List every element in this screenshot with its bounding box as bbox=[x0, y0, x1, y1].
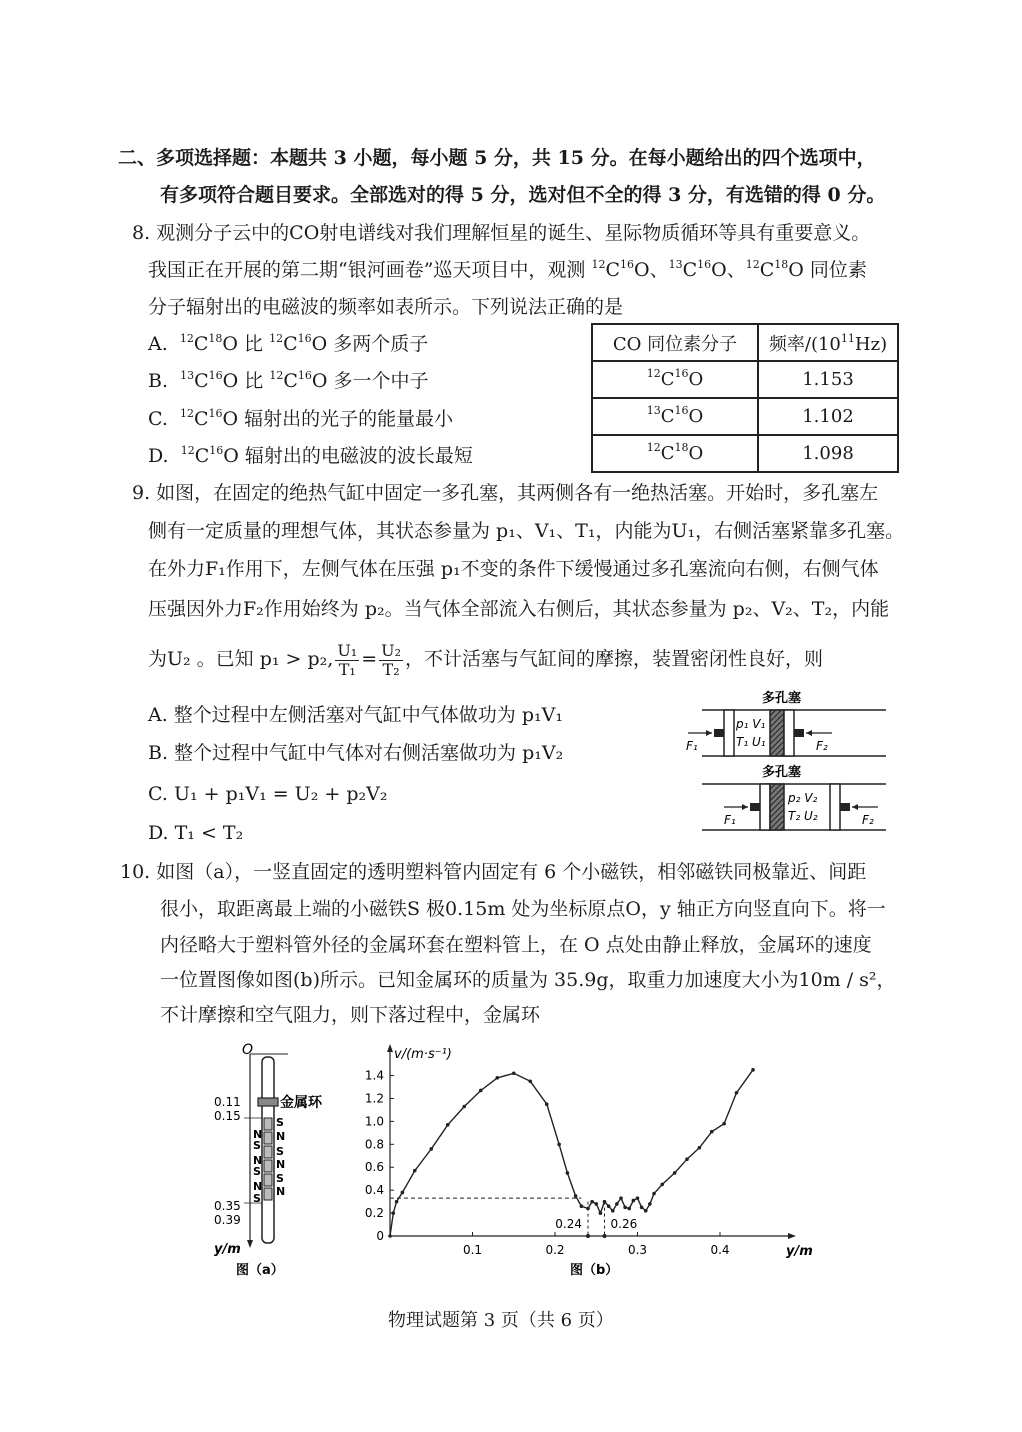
annotation-label: 0.24 bbox=[555, 1217, 582, 1231]
svg-text:S: S bbox=[253, 1192, 261, 1205]
table-row-2-molecule: $^{13}C^{16}O$ bbox=[592, 398, 758, 435]
q9-line-5: 为U₂ 。已知 p₁ > p₂, $\frac{\text{U₁}}{\text{T₁}}$ = $\frac{\text{U₂}}{\text{T₂}}$ ，不计活塞与气缸间的摩擦，装置密闭性良好，则 bbox=[148, 640, 824, 679]
data-point bbox=[698, 1146, 702, 1150]
gas-state-bottom-2: T₂ U₂ bbox=[788, 809, 818, 823]
y-tick-label: 0.8 bbox=[364, 1137, 384, 1152]
table-row-2-frequency: 1.102 bbox=[758, 398, 898, 435]
data-point bbox=[566, 1171, 570, 1175]
q10-line-3: 内径略大于塑料管外径的金属环套在塑料管上，在 O 点处由静止释放，金属环的速度 bbox=[160, 934, 872, 956]
data-point bbox=[495, 1076, 499, 1080]
plug-label-bottom: 多孔塞 bbox=[762, 765, 802, 780]
guide-foot-point bbox=[586, 1234, 590, 1238]
metal-ring-label: 金属环 bbox=[280, 1095, 322, 1111]
svg-text:S: S bbox=[276, 1145, 284, 1158]
y-axis-label: v/(m·s⁻¹) bbox=[394, 1047, 452, 1062]
gas-state-top-2: T₁ U₁ bbox=[736, 735, 766, 749]
data-point bbox=[590, 1200, 594, 1204]
data-point bbox=[603, 1200, 607, 1204]
data-point bbox=[652, 1192, 656, 1196]
guide-foot-point bbox=[603, 1234, 607, 1238]
data-point bbox=[395, 1200, 399, 1204]
svg-text:N: N bbox=[253, 1180, 263, 1193]
x-tick-label: 0.1 bbox=[462, 1243, 483, 1257]
svg-text:N: N bbox=[253, 1128, 263, 1141]
data-point bbox=[640, 1206, 644, 1210]
data-point bbox=[660, 1183, 664, 1187]
data-point bbox=[557, 1143, 561, 1147]
q9-line-4: 压强因外力F₂作用始终为 p₂。当气体全部流入右侧后，其状态参量为 p₂、V₂、T₂，内能 bbox=[148, 598, 890, 620]
q8-option-d[interactable]: D. $^{12}C^{16}O$ 辐射出的电磁波的波长最短 bbox=[148, 444, 473, 467]
q9-option-a[interactable]: A. 整个过程中左侧活塞对气缸中气体做功为 p₁V₁ bbox=[148, 704, 563, 726]
origin-label: O bbox=[242, 1042, 254, 1058]
x-tick-label: 0.3 bbox=[627, 1243, 648, 1257]
data-point bbox=[594, 1202, 598, 1206]
plug-label-top: 多孔塞 bbox=[762, 691, 802, 706]
data-point bbox=[611, 1209, 615, 1213]
data-point bbox=[632, 1199, 636, 1203]
cylinder-figure bbox=[684, 688, 894, 836]
table-row-1-molecule: $^{12}C^{16}O$ bbox=[592, 361, 758, 398]
y-tick-label: 0.4 bbox=[364, 1183, 384, 1198]
force-f1-top: F₁ bbox=[686, 739, 698, 753]
q10-line-4: 一位置图像如图(b)所示。已知金属环的质量为 35.9g，取重力加速度大小为10m / s²， bbox=[160, 969, 896, 991]
data-point bbox=[619, 1196, 623, 1200]
data-point bbox=[636, 1196, 640, 1200]
figure-b-caption: 图（b） bbox=[570, 1263, 619, 1278]
data-point bbox=[648, 1202, 652, 1206]
svg-text:0.11: 0.11 bbox=[214, 1095, 241, 1109]
data-point bbox=[673, 1171, 677, 1175]
tube-axis-label: y/m bbox=[214, 1242, 241, 1257]
q9-option-c[interactable]: C. U₁ + p₁V₁ = U₂ + p₂V₂ bbox=[148, 783, 388, 805]
svg-text:S: S bbox=[253, 1139, 261, 1152]
force-f1-bottom: F₁ bbox=[724, 813, 736, 827]
data-point bbox=[586, 1207, 590, 1211]
x-tick-label: 0.2 bbox=[545, 1243, 565, 1257]
data-point bbox=[392, 1211, 396, 1215]
section-line-1: 二、多项选择题：本题共 3 小题，每小题 5 分，共 15 分。在每小题给出的四个选项中， bbox=[118, 147, 876, 169]
data-point bbox=[751, 1068, 755, 1072]
y-tick-label: 1.4 bbox=[364, 1068, 384, 1083]
force-f2-bottom: F₂ bbox=[862, 813, 874, 827]
left-piston-bottom bbox=[760, 784, 770, 830]
q8-option-a[interactable]: A. $^{12}C^{18}O$ 比 $^{12}C^{16}O$ 多两个质子 bbox=[148, 332, 429, 355]
table-header-molecule: CO 同位素分子 bbox=[592, 324, 758, 361]
table-row-3-frequency: 1.098 bbox=[758, 435, 898, 472]
svg-text:N: N bbox=[276, 1158, 286, 1171]
svg-text:N: N bbox=[276, 1130, 286, 1143]
figure-a-tube bbox=[206, 1040, 366, 1280]
force-f2-top: F₂ bbox=[816, 739, 828, 753]
section-line-2: 有多项符合题目要求。全部选对的得 5 分，选对但不全的得 3 分，有选错的得 0 分。 bbox=[160, 184, 886, 206]
q8-option-b[interactable]: B. $^{13}C^{16}O$ 比 $^{12}C^{16}O$ 多一个中子 bbox=[148, 369, 429, 392]
svg-text:N: N bbox=[276, 1185, 286, 1198]
q9-line-2: 侧有一定质量的理想气体，其状态参量为 p₁、V₁、T₁，内能为U₁，右侧活塞紧靠多孔塞。 bbox=[148, 520, 905, 542]
left-piston-top bbox=[724, 710, 734, 756]
y-tick-label: 0 bbox=[376, 1229, 384, 1243]
x-tick-label: 0.4 bbox=[710, 1243, 730, 1257]
data-point bbox=[722, 1122, 726, 1126]
isotope-frequency-table bbox=[591, 323, 899, 473]
annotation-label: 0.26 bbox=[610, 1217, 638, 1231]
q9-option-d[interactable]: D. T₁ < T₂ bbox=[148, 822, 244, 844]
q8-line-1: 8. 观测分子云中的CO射电谱线对我们理解恒星的诞生、星际物质循环等具有重要意义。 bbox=[132, 222, 871, 244]
table-header-frequency: 频率$/(10^{11}Hz)$ bbox=[758, 324, 898, 361]
q9-line-3: 在外力F₁作用下，左侧气体在压强 p₁不变的条件下缓慢通过多孔塞流向右侧，右侧气体 bbox=[148, 558, 879, 580]
data-point bbox=[401, 1191, 405, 1195]
y-tick-label: 0.6 bbox=[364, 1160, 384, 1175]
porous-plug-bottom bbox=[770, 784, 784, 830]
porous-plug-top bbox=[770, 710, 784, 756]
q8-line-2: 我国正在开展的第二期“银河画卷”巡天项目中，观测 $^{12}C^{16}O$、$^{13}C^{16}O$、$^{12}C^{18}O$ 同位素 bbox=[148, 258, 867, 281]
svg-text:N: N bbox=[253, 1154, 263, 1167]
q10-line-2: 很小，取距离最上端的小磁铁S 极0.15m 处为坐标原点O，y 轴正方向竖直向下。将一 bbox=[160, 898, 886, 920]
gas-state-top-1: p₁ V₁ bbox=[736, 717, 766, 731]
data-point bbox=[388, 1234, 392, 1238]
svg-text:S: S bbox=[276, 1172, 284, 1185]
figure-a-caption: 图（a） bbox=[236, 1263, 284, 1278]
data-point bbox=[627, 1207, 631, 1211]
y-tick-label: 1.0 bbox=[364, 1114, 384, 1129]
data-point bbox=[528, 1079, 532, 1083]
velocity-position-chart bbox=[360, 1040, 820, 1280]
q9-line-1: 9. 如图，在固定的绝热气缸中固定一多孔塞，其两侧各有一绝热活塞。开始时，多孔塞左 bbox=[132, 482, 879, 504]
svg-text:S: S bbox=[253, 1165, 261, 1178]
svg-text:0.35: 0.35 bbox=[214, 1199, 241, 1213]
table-row-1-frequency: 1.153 bbox=[758, 361, 898, 398]
svg-text:0.39: 0.39 bbox=[214, 1213, 241, 1227]
data-point bbox=[429, 1147, 433, 1151]
q9-option-b[interactable]: B. 整个过程中气缸中气体对右侧活塞做功为 p₁V₂ bbox=[148, 742, 564, 764]
right-piston-bottom bbox=[830, 784, 840, 830]
data-point bbox=[580, 1204, 584, 1208]
data-point bbox=[462, 1105, 466, 1109]
data-point bbox=[574, 1194, 578, 1198]
data-point bbox=[545, 1102, 549, 1106]
data-point bbox=[446, 1123, 450, 1127]
x-axis-label: y/m bbox=[786, 1244, 813, 1259]
y-tick-label: 1.2 bbox=[364, 1091, 384, 1106]
data-point bbox=[413, 1169, 417, 1173]
data-point bbox=[479, 1089, 483, 1093]
data-point bbox=[644, 1209, 648, 1213]
data-point bbox=[599, 1211, 603, 1215]
data-point bbox=[615, 1202, 619, 1206]
data-point bbox=[685, 1157, 689, 1161]
page-footer: 物理试题第 3 页（共 6 页） bbox=[388, 1310, 614, 1331]
data-point bbox=[623, 1206, 627, 1210]
q8-line-3: 分子辐射出的电磁波的频率如表所示。下列说法正确的是 bbox=[148, 296, 624, 318]
table-row-3-molecule: $^{12}C^{18}O$ bbox=[592, 435, 758, 472]
data-point bbox=[710, 1130, 714, 1134]
gas-state-bottom-1: p₂ V₂ bbox=[788, 791, 818, 805]
data-point bbox=[512, 1071, 516, 1075]
q10-line-1: 10. 如图（a），一竖直固定的透明塑料管内固定有 6 个小磁铁，相邻磁铁同极靠近、间距 bbox=[120, 861, 867, 883]
q10-line-5: 不计摩擦和空气阻力，则下落过程中，金属环 bbox=[160, 1004, 541, 1026]
data-point bbox=[607, 1204, 611, 1208]
svg-text:0.15: 0.15 bbox=[214, 1109, 241, 1123]
velocity-curve bbox=[390, 1070, 753, 1236]
tube-ticks bbox=[214, 1095, 241, 1227]
q8-option-c[interactable]: C. $^{12}C^{16}O$ 辐射出的光子的能量最小 bbox=[148, 407, 454, 430]
y-tick-label: 0.2 bbox=[364, 1206, 384, 1221]
data-point bbox=[735, 1091, 739, 1095]
right-piston-top bbox=[784, 710, 794, 756]
svg-text:S: S bbox=[276, 1116, 284, 1129]
metal-ring bbox=[258, 1098, 278, 1106]
